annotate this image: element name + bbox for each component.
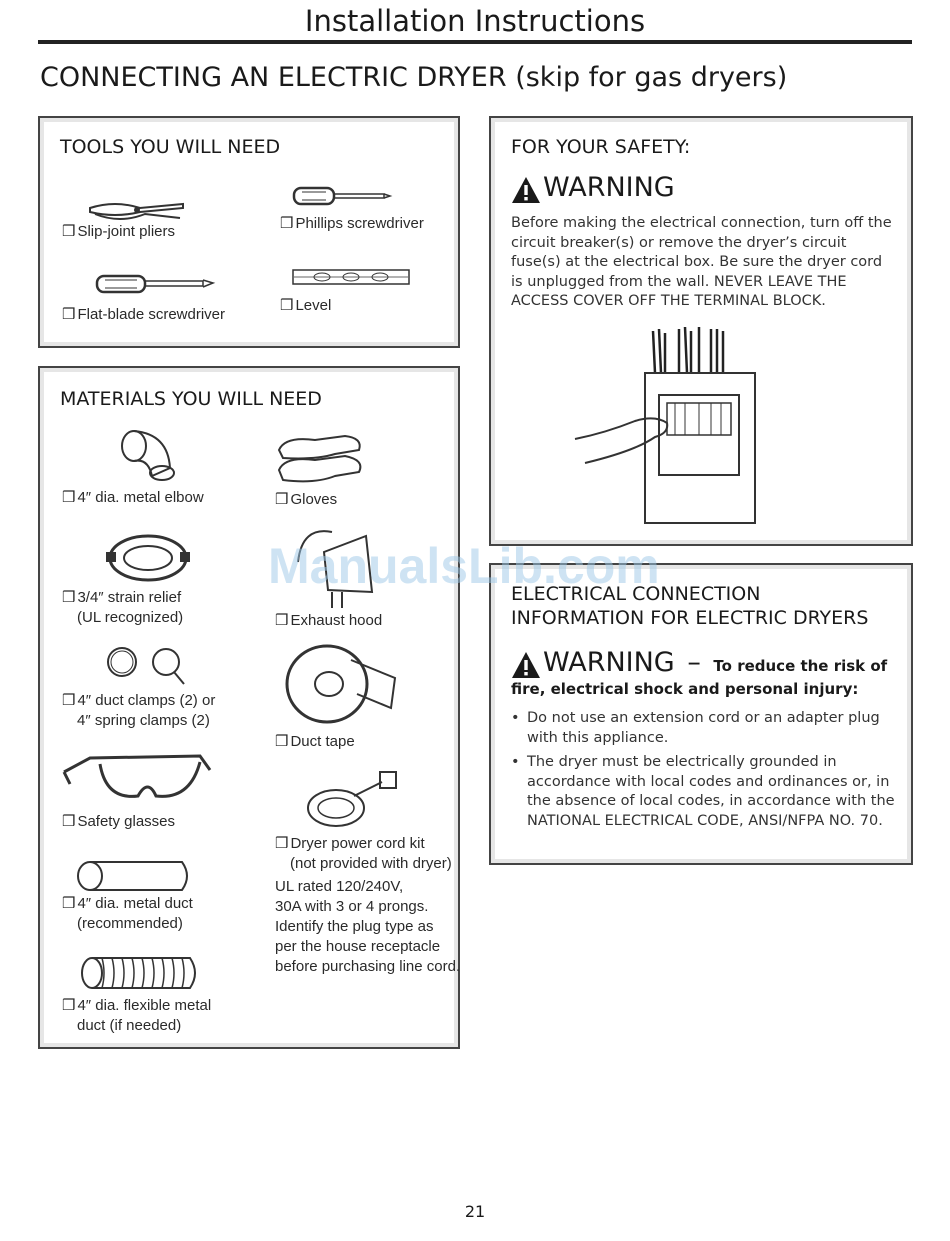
flexible-duct-icon	[78, 956, 202, 990]
materials-box	[38, 366, 460, 1049]
materials-title: MATERIALS YOU WILL NEED	[60, 388, 322, 410]
page-number: 21	[464, 1202, 486, 1221]
safety-box	[489, 116, 913, 546]
material-flexible-duct: ❒ 4″ dia. flexible metal duct (if needed)	[62, 997, 212, 1034]
gloves-icon	[275, 430, 367, 488]
electrical-warning-subline: fire, electrical shock and personal injury:	[511, 680, 859, 698]
tool-item-level: ❒ Level	[280, 297, 332, 314]
electrical-title-line2: INFORMATION FOR ELECTRIC DRYERS	[511, 607, 869, 629]
safety-title: FOR YOUR SAFETY:	[511, 136, 691, 158]
duct-clamps-icon	[104, 642, 188, 686]
material-clamps: ❒ 4″ duct clamps (2) or 4″ spring clamps (2)	[62, 692, 216, 729]
tool-item-phillips: ❒ Phillips screwdriver	[280, 215, 424, 232]
material-gloves: ❒ Gloves	[275, 491, 338, 508]
watermark: ManualsLib.com	[268, 538, 660, 594]
section-title: CONNECTING AN ELECTRIC DRYER (skip for gas dryers)	[40, 62, 788, 93]
metal-duct-icon	[74, 860, 194, 892]
tool-item-flat-blade: ❒ Flat-blade screwdriver	[62, 306, 225, 323]
material-power-cord-kit: ❒ Dryer power cord kit (not provided with dryer)	[275, 835, 452, 872]
duct-tape-icon	[285, 644, 397, 728]
material-duct-tape: ❒ Duct tape	[275, 733, 355, 750]
level-icon	[292, 268, 410, 286]
power-cord-note: UL rated 120/240V, 30A with 3 or 4 prongs. Identify the plug type as per the house receptacle before purchasing line cord.	[275, 878, 461, 975]
safety-warning-text: Before making the electrical connection, turn off the circuit breaker(s) or remove the dryer’s circuit fuse(s) at the electrical box. Be sure the dryer cord is unplugged from the wall. NEVER LEAVE THE ACCESS COVER OFF THE TERMINAL BLOCK.	[511, 215, 892, 309]
list-item: • The dryer must be electrically grounded in accordance with local codes and ordinances or, in the absence of local codes, in accordance with the NATIONAL ELECTRICAL CODE, ANSI/NFPA NO. 70.	[511, 753, 901, 831]
header-rule	[38, 40, 912, 44]
breaker-box-illustration	[575, 323, 775, 528]
electrical-box	[489, 563, 913, 865]
warning-triangle-icon	[511, 176, 541, 204]
safety-warning-heading: WARNING	[543, 172, 675, 203]
power-cord-kit-icon	[302, 768, 402, 832]
electrical-bullet-list	[511, 709, 901, 836]
material-exhaust-hood: ❒ Exhaust hood	[275, 612, 383, 629]
tools-box	[38, 116, 460, 348]
material-strain-relief: ❒ 3/4″ strain relief (UL recognized)	[62, 589, 184, 626]
safety-glasses-icon	[60, 750, 214, 808]
warning-triangle-icon	[511, 651, 541, 679]
material-metal-duct: ❒ 4″ dia. metal duct (recommended)	[62, 895, 193, 932]
phillips-screwdriver-icon	[292, 186, 392, 206]
strain-relief-icon	[104, 528, 192, 588]
tool-item-pliers: ❒ Slip-joint pliers	[62, 223, 175, 240]
page-header-title: Installation Instructions	[304, 4, 646, 38]
electrical-warning-heading: WARNING – To reduce the risk of	[543, 647, 888, 678]
electrical-title-line1: ELECTRICAL CONNECTION	[511, 583, 761, 605]
flat-screwdriver-icon	[95, 274, 215, 294]
metal-elbow-icon	[118, 428, 178, 484]
material-elbow: ❒ 4″ dia. metal elbow	[62, 489, 204, 506]
tools-title: TOOLS YOU WILL NEED	[60, 136, 281, 158]
material-safety-glasses: ❒ Safety glasses	[62, 813, 176, 830]
list-item: • Do not use an extension cord or an adapter plug with this appliance.	[511, 709, 901, 748]
